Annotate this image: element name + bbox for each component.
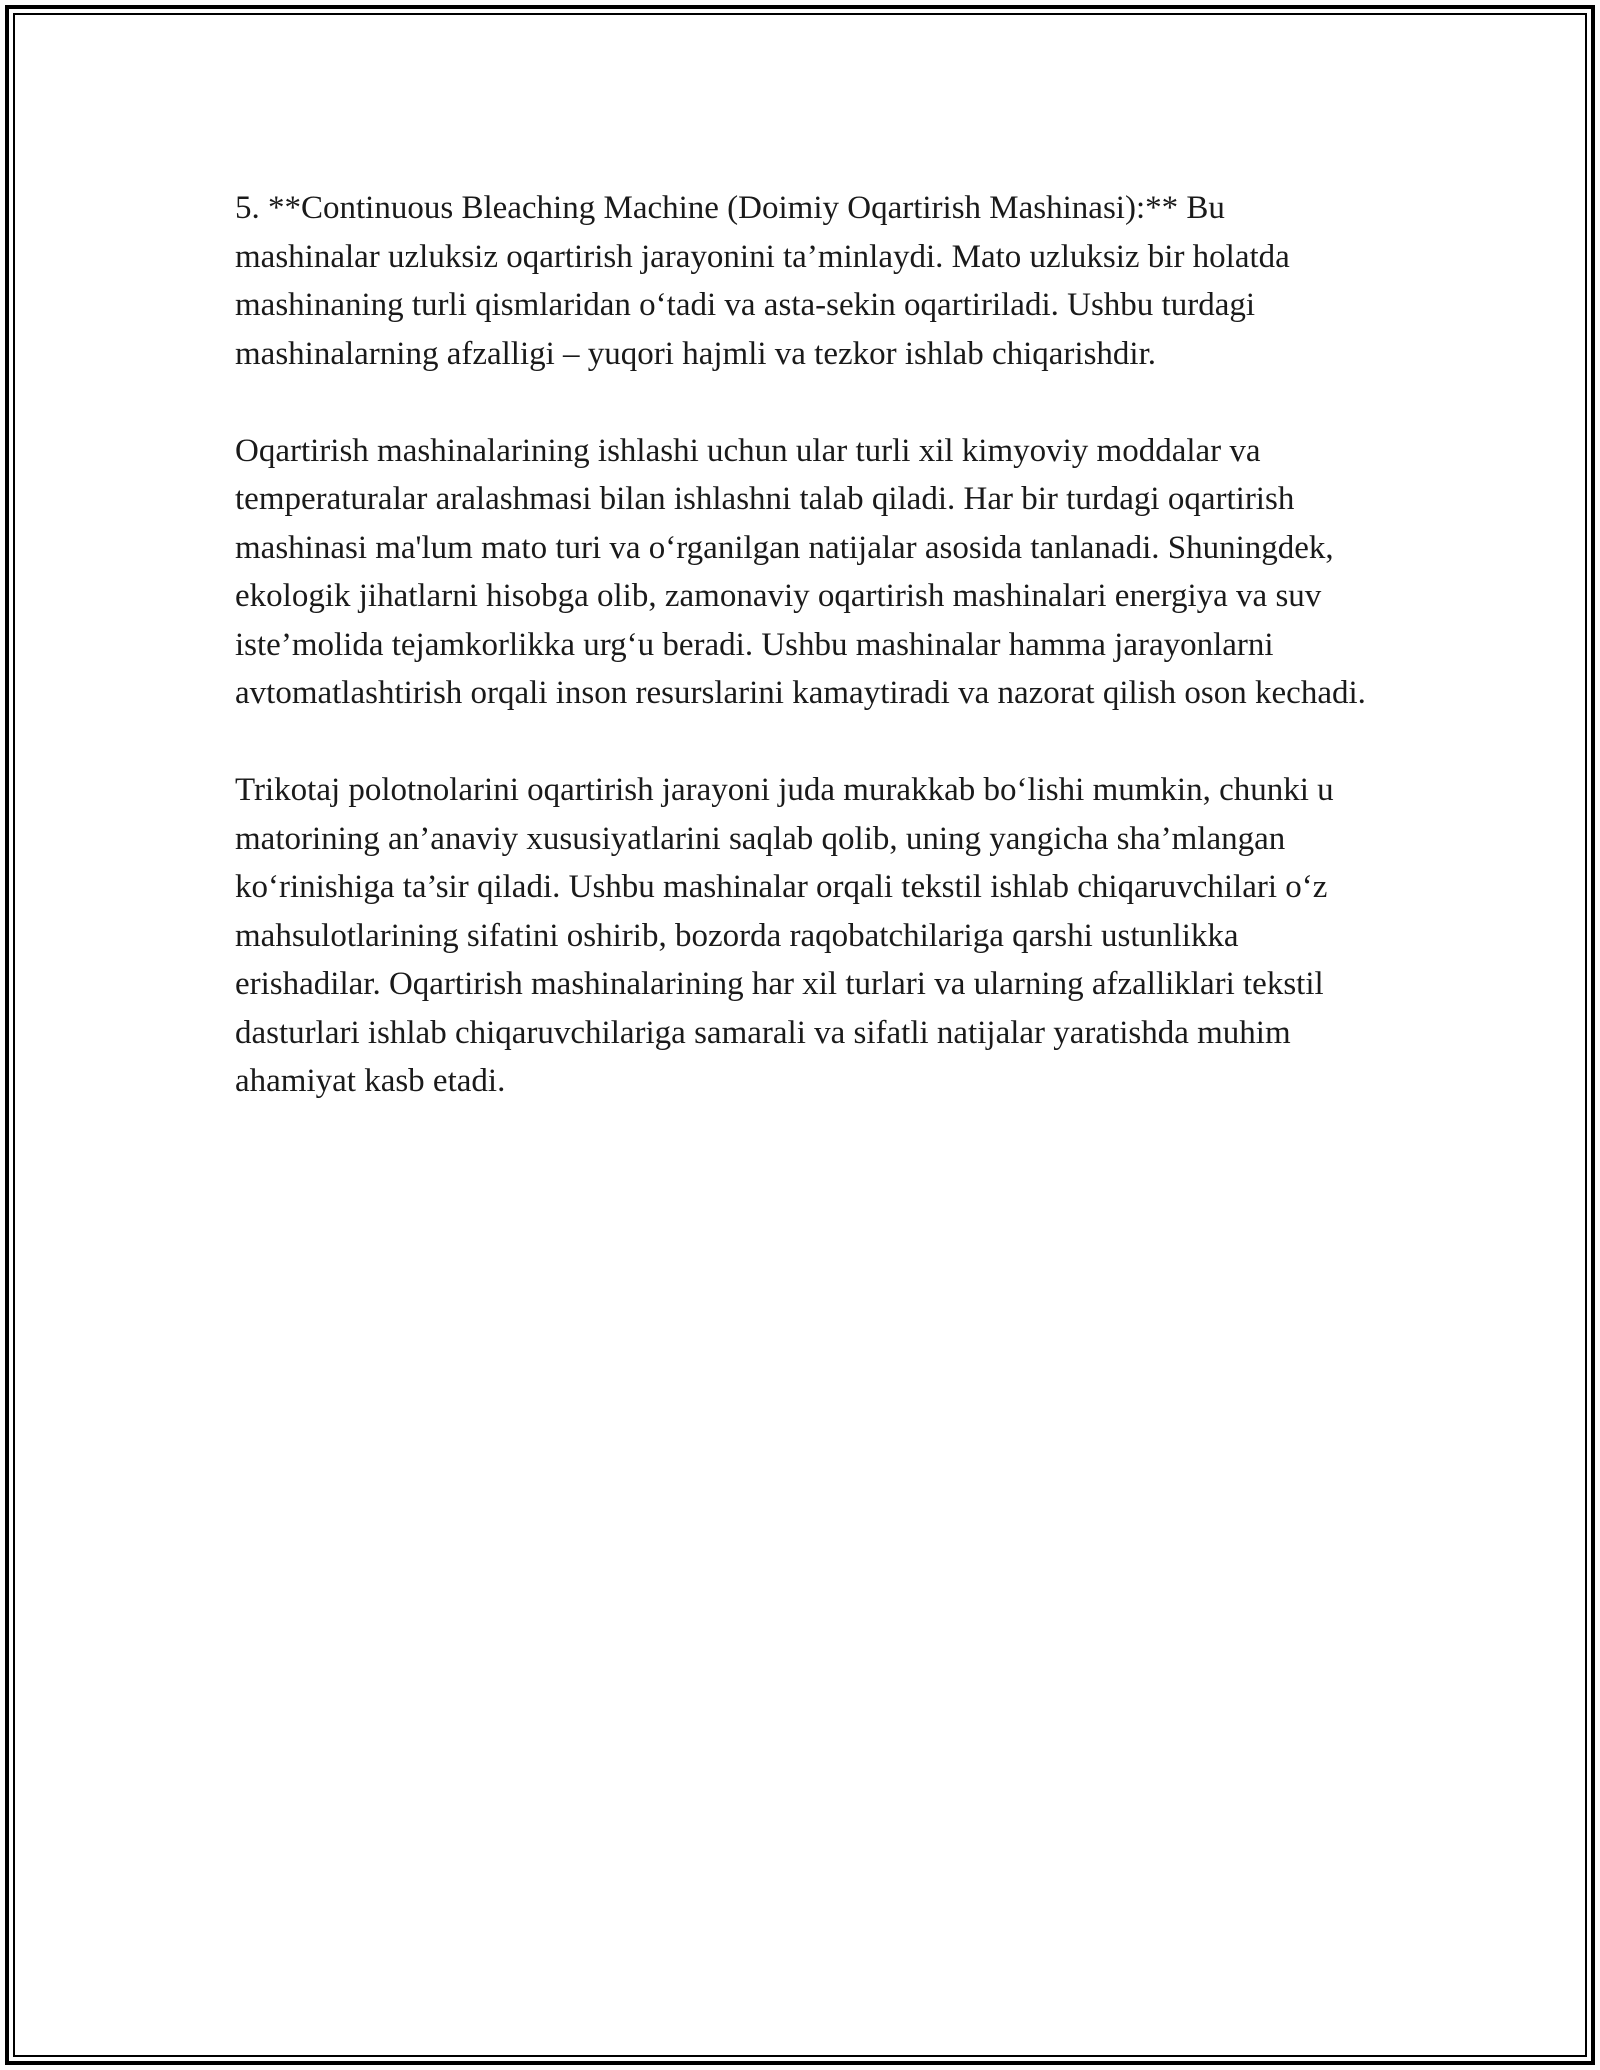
- paragraph-bleaching-machine-operation: Oqartirish mashinalarining ishlashi uchun ular turli xil kimyoviy moddalar va temperaturalar aralashmasi bilan ishlashni talab qiladi. Har bir turdagi oqartirish mashinasi ma'lum mato turi va o‘rganilgan natijalar asosida tanlanadi. Shuningdek, ekologik jihatlarni hisobga olib, zamonaviy oqartirish mashinalari energiya va suv iste’molida tejamkorlikka urg‘u beradi. Ushbu mashinalar hamma jarayonlarni avtomatlashtirish orqali inson resurslarini kamaytiradi va nazorat qilish oson kechadi.: [235, 432, 1366, 711]
- paragraph-knitted-fabric-bleaching: Trikotaj polotnolarini oqartirish jarayoni juda murakkab bo‘lishi mumkin, chunki u matorining an’anaviy xususiyatlarini saqlab qolib, uning yangicha sha’mlangan ko‘rinishiga ta’sir qiladi. Ushbu mashinalar orqali tekstil ishlab chiqaruvchilari o‘z mahsulotlarining sifatini oshirib, bozorda raqobatchilariga qarshi ustunlikka erishadilar. Oqartirish mashinalarining har xil turlari va ularning afzalliklari tekstil dasturlari ishlab chiqaruvchilariga samarali va sifatli natijalar yaratishda muhim ahamiyat kasb etadi.: [235, 772, 1334, 1099]
- document-body: [235, 184, 1370, 1154]
- paragraph-continuous-bleaching-machine: 5. **Continuous Bleaching Machine (Doimiy Oqartirish Mashinasi):** Bu mashinalar uzluksiz oqartirish jarayonini ta’minlaydi. Mato uzluksiz bir holatda mashinaning turli qismlaridan o‘tadi va asta-sekin oqartiriladi. Ushbu turdagi mashinalarning afzalligi – yuqori hajmli va tezkor ishlab chiqarishdir.: [235, 190, 1290, 372]
